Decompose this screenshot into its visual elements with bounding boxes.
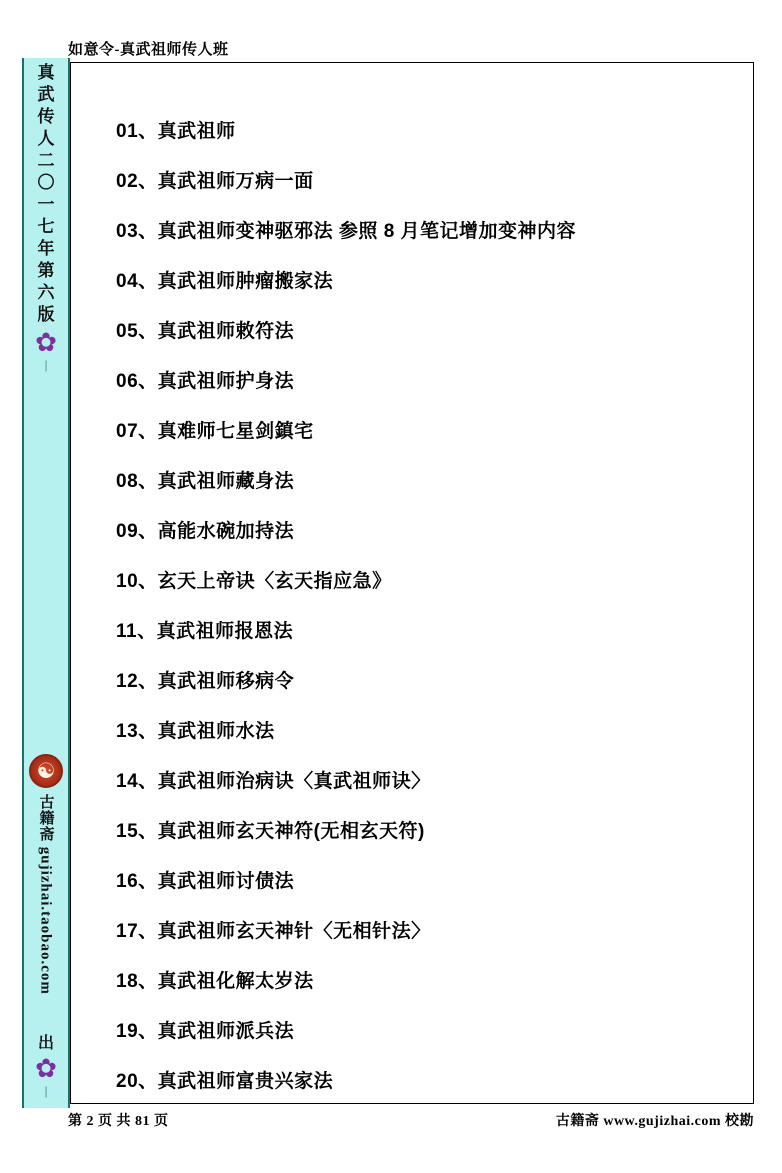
toc-entry[interactable] xyxy=(116,966,756,1016)
toc-entry[interactable] xyxy=(116,266,756,316)
page-header-title: 如意令-真武祖师传人班 xyxy=(68,42,229,58)
toc-entry-number: 16、 xyxy=(116,871,158,892)
toc-entry-title: 真武祖师玄天神符(无相玄天符) xyxy=(157,821,425,842)
toc-entry-title: 真武祖师讨债法 xyxy=(157,871,295,892)
band-bottom-text: 出 xyxy=(37,1035,54,1052)
toc-entry[interactable] xyxy=(116,466,756,516)
toc-entry-number: 13、 xyxy=(116,721,158,742)
toc-entry-title: 真武祖师玄天神针〈无相针法〉 xyxy=(157,921,431,942)
toc-entry[interactable] xyxy=(116,616,756,666)
toc-entry-title: 真武祖师治病诀〈真武祖师诀〉 xyxy=(157,771,431,792)
toc-entry-title: 玄天上帝诀〈玄天指应急》 xyxy=(157,571,392,592)
toc-entry[interactable] xyxy=(116,216,756,266)
toc-entry-title: 真武祖师肿瘤搬家法 xyxy=(157,271,334,292)
toc-entry-number: 05、 xyxy=(116,321,158,342)
toc-entry[interactable] xyxy=(116,1066,756,1116)
page-footer xyxy=(68,1110,754,1130)
toc-entry[interactable] xyxy=(116,866,756,916)
toc-entry[interactable] xyxy=(116,766,756,816)
toc-entry-title: 真武祖化解太岁法 xyxy=(157,971,314,992)
toc-entry[interactable] xyxy=(116,1016,756,1066)
toc-entry-number: 18、 xyxy=(116,971,158,992)
toc-entry[interactable] xyxy=(116,116,756,166)
toc-entry-title: 真武祖师移病令 xyxy=(157,671,295,692)
toc-entry-number: 20、 xyxy=(116,1071,158,1092)
toc-entry-number: 03、 xyxy=(116,221,158,242)
table-of-contents xyxy=(116,116,756,1116)
side-watermark-band xyxy=(22,58,70,1108)
toc-entry-title: 真武祖师敕符法 xyxy=(157,321,295,342)
toc-entry-title: 真武祖师万病一面 xyxy=(157,171,314,192)
toc-entry-number: 01、 xyxy=(116,121,158,142)
toc-entry-title: 真武祖师 xyxy=(157,121,236,142)
page-number-label: 第 2 页 共 81 页 xyxy=(68,1114,169,1129)
toc-entry[interactable] xyxy=(116,316,756,366)
toc-entry-title: 高能水碗加持法 xyxy=(157,521,295,542)
toc-entry-title: 真武祖师富贵兴家法 xyxy=(157,1071,334,1092)
toc-entry[interactable] xyxy=(116,666,756,716)
toc-entry-number: 11、 xyxy=(116,621,157,642)
band-shop-url: 古籍斋 gujizhai.taobao.com xyxy=(37,794,54,995)
toc-entry-title: 真武祖师变神驱邪法 参照 8 月笔记增加变神内容 xyxy=(157,221,577,242)
toc-entry-number: 19、 xyxy=(116,1021,158,1042)
toc-entry[interactable] xyxy=(116,166,756,216)
toc-entry-title: 真武祖师藏身法 xyxy=(157,471,295,492)
footer-credit: 古籍斋 www.gujizhai.com 校勘 xyxy=(555,1114,754,1129)
lotus-icon: ✿ | xyxy=(35,1054,57,1098)
toc-entry-number: 08、 xyxy=(116,471,158,492)
toc-entry[interactable] xyxy=(116,516,756,566)
toc-entry-number: 02、 xyxy=(116,171,158,192)
toc-entry-number: 14、 xyxy=(116,771,158,792)
toc-entry[interactable] xyxy=(116,416,756,466)
toc-entry-title: 真武祖师护身法 xyxy=(157,371,295,392)
toc-entry-title: 真武祖师报恩法 xyxy=(156,621,294,642)
toc-entry-number: 15、 xyxy=(116,821,158,842)
toc-entry-number: 17、 xyxy=(116,921,158,942)
toc-entry-title: 真难师七星剑鎮宅 xyxy=(157,421,314,442)
toc-entry-number: 06、 xyxy=(116,371,158,392)
toc-entry-title: 真武祖师派兵法 xyxy=(157,1021,295,1042)
band-edition-text: 真武传人二〇一七年第六版 xyxy=(37,63,55,324)
toc-entry[interactable] xyxy=(116,816,756,866)
toc-entry-number: 12、 xyxy=(116,671,158,692)
toc-entry-number: 07、 xyxy=(116,421,158,442)
toc-entry-number: 10、 xyxy=(116,571,158,592)
taiji-seal-icon: ☯ xyxy=(29,754,63,788)
toc-entry-title: 真武祖师水法 xyxy=(157,721,275,742)
toc-entry[interactable] xyxy=(116,916,756,966)
toc-entry-number: 04、 xyxy=(116,271,158,292)
toc-entry[interactable] xyxy=(116,566,756,616)
lotus-icon: ✿ | xyxy=(35,328,57,372)
toc-entry-number: 09、 xyxy=(116,521,158,542)
toc-entry[interactable] xyxy=(116,366,756,416)
toc-entry[interactable] xyxy=(116,716,756,766)
